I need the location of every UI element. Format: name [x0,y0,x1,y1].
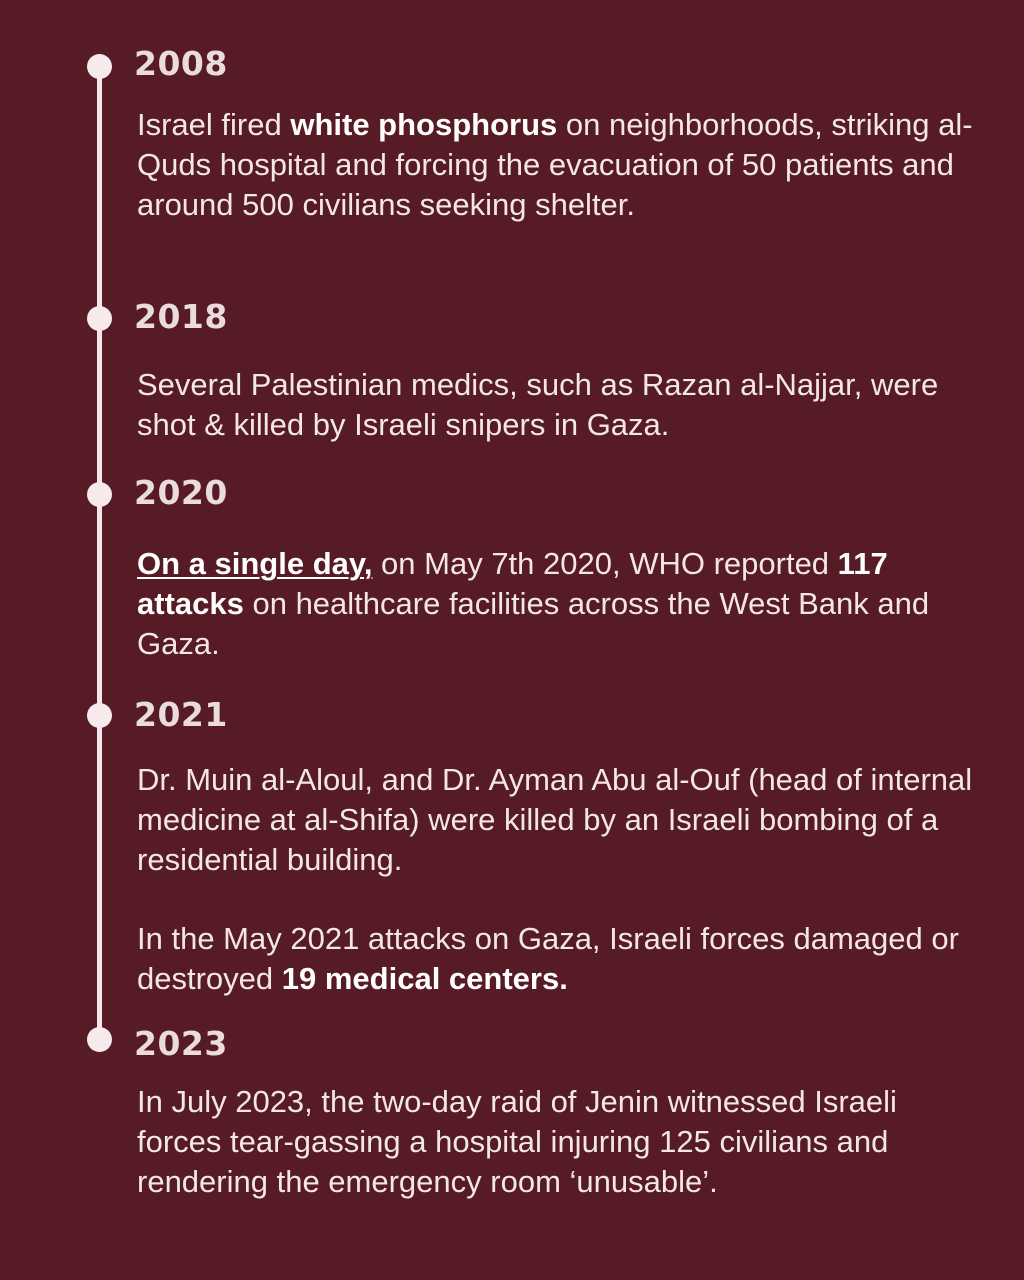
year-heading-2020: 2020 [134,473,228,512]
year-heading-2023: 2023 [134,1024,228,1063]
year-heading-2018: 2018 [134,297,228,336]
text-segment: In July 2023, the two-day raid of Jenin witnessed Israeli forces tear-gassing a hospital injuring 125 civilians and rendering the emergency room ‘unusable’. [137,1084,897,1199]
entry-text-2008 [137,105,987,225]
timeline-dot [87,1027,112,1052]
timeline-dot [87,482,112,507]
entry-text-2018 [137,365,987,445]
text-segment: on neighborhoods, striking al-Quds hospital and forcing the evacuation of 50 patients and around 500 civilians seeking shelter. [137,107,973,222]
entry-text-2020 [137,544,987,664]
text-segment: Dr. Muin al-Aloul, and Dr. Ayman Abu al-Ouf (head of internal medicine at al-Shifa) were killed by an Israeli bombing of a residential building. [137,762,973,877]
entry-text-2021-b [137,919,987,999]
underline: On a single day, [137,546,373,581]
highlight-white-phosphorus: white phosphorus [290,107,558,142]
text-segment: on May 7th 2020, WHO reported [372,546,838,581]
year-heading-2008: 2008 [134,44,228,83]
timeline-dot [87,703,112,728]
text-segment: Several Palestinian medics, such as Razan al-Najjar, were shot & killed by Israeli snipers in Gaza. [137,367,939,442]
timeline-dot [87,54,112,79]
year-heading-2021: 2021 [134,695,228,734]
text-segment: Israel fired [137,107,291,142]
highlight-single-day [137,546,372,581]
highlight-19-medical-centers: 19 medical centers. [281,961,568,996]
text-segment: on healthcare facilities across the West Bank and Gaza. [137,586,930,661]
timeline-line [97,64,102,1040]
text-segment: In the May 2021 attacks on Gaza, Israeli forces damaged or destroyed [137,921,959,996]
entry-text-2023 [137,1082,987,1202]
entry-text-2021-a [137,760,987,880]
timeline-dot [87,306,112,331]
highlight-117-attacks: 117 attacks [137,546,888,621]
